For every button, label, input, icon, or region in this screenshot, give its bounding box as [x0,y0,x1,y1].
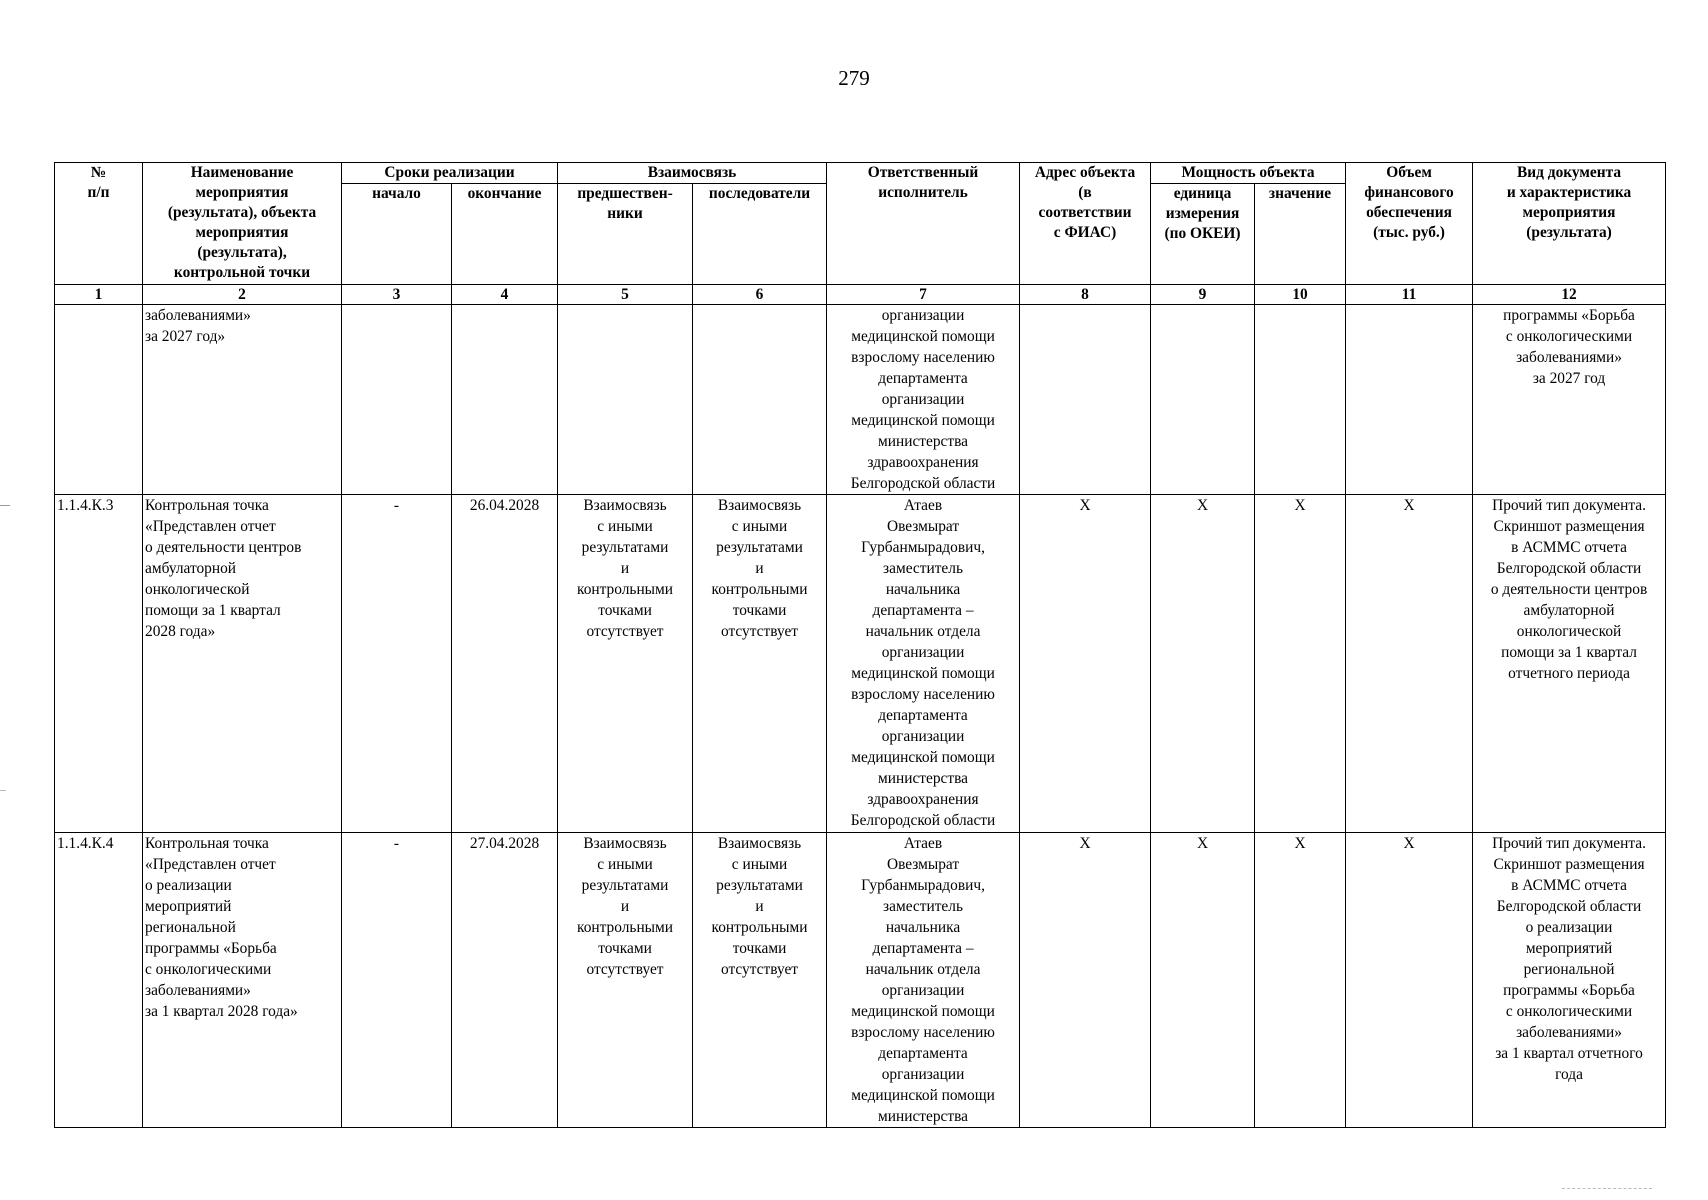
row-unit: X [1151,833,1255,1128]
column-number: 10 [1255,285,1346,305]
column-number: 1 [55,285,143,305]
row-name: Контрольная точка «Представлен отчет о деятельности центров амбулаторной онкологической помощи за 1 квартал 2028 года» [143,495,342,833]
row-predecessors: Взаимосвязь с иными результатами и контрольными точками отсутствует [558,833,693,1128]
header-value: значение [1255,184,1346,285]
table-row [55,305,1666,495]
row-num [55,305,143,495]
row-end: 27.04.2028 [452,833,558,1128]
header-start: начало [342,184,452,285]
column-number: 7 [827,285,1020,305]
row-start [342,305,452,495]
header-funding: Объем финансового обеспечения (тыс. руб.) [1346,163,1473,285]
row-value: X [1255,495,1346,833]
row-address: X [1020,833,1151,1128]
row-unit [1151,305,1255,495]
header-name: Наименование мероприятия (результата), объекта мероприятия (результата), контрольной точки [143,163,342,285]
header-address: Адрес объекта (в соответствии с ФИАС) [1020,163,1151,285]
row-unit: X [1151,495,1255,833]
row-responsible: Атаев Овезмырат Гурбанмырадович, заместитель начальника департамента – начальник отдела организации медицинской помощи взрослому населению департамента организации медицинской помощи министерства [827,833,1020,1128]
row-successors: Взаимосвязь с иными результатами и контрольными точками отсутствует [693,833,827,1128]
row-start: - [342,833,452,1128]
header-capacity-group: Мощность объекта [1151,163,1346,184]
row-address: X [1020,495,1151,833]
row-value [1255,305,1346,495]
row-successors [693,305,827,495]
row-num: 1.1.4.К.3 [55,495,143,833]
row-end: 26.04.2028 [452,495,558,833]
row-funding [1346,305,1473,495]
header-predecessors: предшествен- ники [558,184,693,285]
column-number-row [55,285,1666,305]
column-number: 11 [1346,285,1473,305]
header-end: окончание [452,184,558,285]
header-document: Вид документа и характеристика мероприятия (результата) [1473,163,1666,285]
row-name: Контрольная точка «Представлен отчет о реализации мероприятий региональной программы «Борьба с онкологическими заболеваниями» за 1 квартал 2028 года» [143,833,342,1128]
row-funding: X [1346,833,1473,1128]
scan-footer-mark [1562,1188,1652,1191]
row-predecessors [558,305,693,495]
row-end [452,305,558,495]
header-successors: последователи [693,184,827,285]
row-responsible: Атаев Овезмырат Гурбанмырадович, заместитель начальника департамента – начальник отдела организации медицинской помощи взрослому населению департамента организации медицинской помощи министерства здравоохранения Белгородской области [827,495,1020,833]
column-number: 4 [452,285,558,305]
column-number: 2 [143,285,342,305]
row-funding: X [1346,495,1473,833]
header-num: № п/п [55,163,143,285]
column-number: 5 [558,285,693,305]
header-responsible: Ответственный исполнитель [827,163,1020,285]
row-responsible: организации медицинской помощи взрослому населению департамента организации медицинской помощи министерства здравоохранения Белгородской области [827,305,1020,495]
row-successors: Взаимосвязь с иными результатами и контрольными точками отсутствует [693,495,827,833]
scan-margin-mark [0,790,6,791]
row-document: Прочий тип документа. Скриншот размещения в АСММС отчета Белгородской области о деятельности центров амбулаторной онкологической помощи за 1 квартал отчетного периода [1473,495,1666,833]
row-name: заболеваниями» за 2027 год» [143,305,342,495]
page-number: 279 [838,66,870,90]
row-start: - [342,495,452,833]
header-terms-group: Сроки реализации [342,163,558,184]
header-unit: единица измерения (по ОКЕИ) [1151,184,1255,285]
header-row-1 [55,163,1666,184]
column-number: 12 [1473,285,1666,305]
column-number: 3 [342,285,452,305]
row-document: программы «Борьба с онкологическими заболеваниями» за 2027 год [1473,305,1666,495]
row-num: 1.1.4.К.4 [55,833,143,1128]
table-row [55,495,1666,833]
header-relation-group: Взаимосвязь [558,163,827,184]
column-number: 6 [693,285,827,305]
table-row [55,833,1666,1128]
row-document: Прочий тип документа. Скриншот размещения в АСММС отчета Белгородской области о реализации мероприятий региональной программы «Борьба с онкологическими заболеваниями» за 1 квартал отчетного года [1473,833,1666,1128]
row-address [1020,305,1151,495]
column-number: 9 [1151,285,1255,305]
activities-table [54,162,1666,1128]
column-number: 8 [1020,285,1151,305]
row-predecessors: Взаимосвязь с иными результатами и контрольными точками отсутствует [558,495,693,833]
row-value: X [1255,833,1346,1128]
scan-margin-mark [0,505,10,506]
